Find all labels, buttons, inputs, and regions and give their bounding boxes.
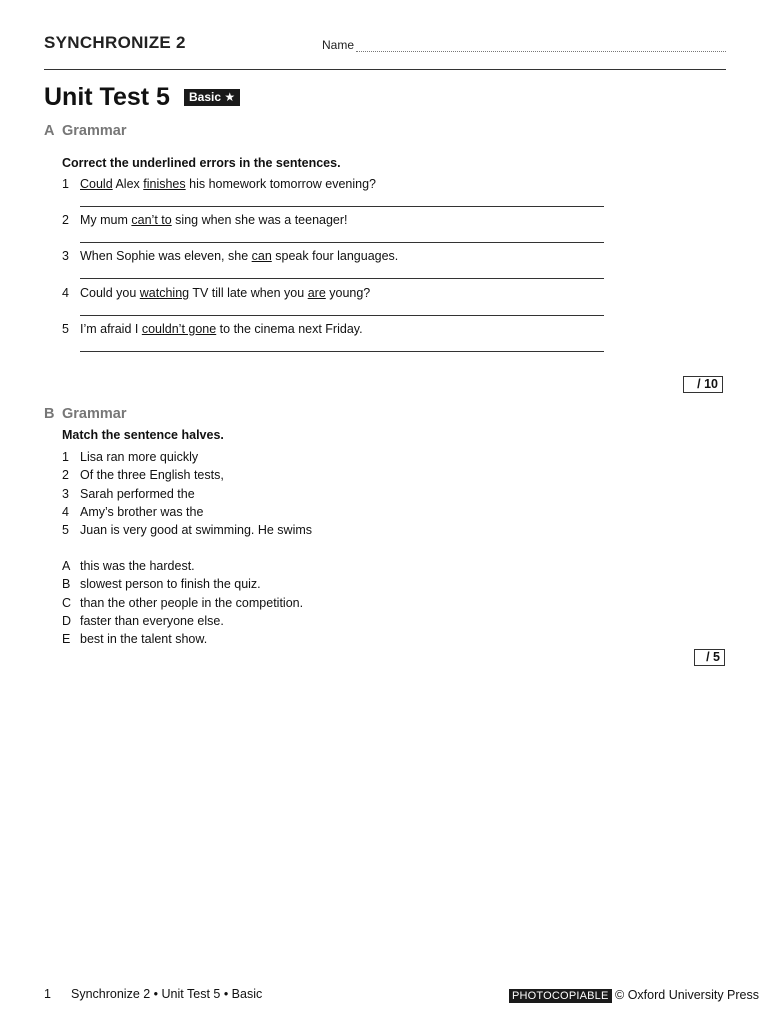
item-number: 3 — [62, 249, 69, 263]
sentence-first-half — [62, 523, 312, 537]
item-text: this was the hardest. — [80, 559, 195, 573]
level-badge: Basic ★ — [184, 89, 240, 106]
sentence-first-half — [62, 487, 195, 501]
underlined-error: are — [307, 286, 326, 300]
item-number: 1 — [62, 177, 69, 191]
sentence-text: TV till late when you — [189, 286, 308, 300]
item-text: faster than everyone else. — [80, 613, 224, 628]
section-a-item — [62, 213, 348, 227]
name-label: Name — [322, 38, 355, 52]
sentence-text: young? — [325, 286, 371, 300]
section-a-item — [62, 286, 370, 300]
footer-copyright-block — [509, 988, 759, 1002]
section-b-heading — [44, 406, 126, 422]
sentence-second-half — [62, 632, 207, 646]
page-title: Unit Test 5 — [44, 83, 170, 111]
underlined-error: can — [251, 249, 272, 263]
underlined-error: couldn’t gone — [141, 322, 217, 336]
item-text: Amy’s brother was the — [80, 504, 204, 519]
underlined-error: can’t to — [131, 213, 172, 227]
item-number: 3 — [62, 486, 69, 501]
answer-line[interactable] — [80, 351, 604, 352]
item-text: slowest person to finish the quiz. — [80, 577, 261, 592]
item-number: 1 — [62, 450, 69, 464]
section-a-score-box: / 10 — [683, 376, 723, 393]
item-text: best in the talent show. — [80, 632, 208, 647]
item-number: C — [62, 595, 72, 610]
section-a-title: Grammar — [62, 123, 127, 139]
item-text: Juan is very good at swimming. He swims — [80, 523, 313, 538]
answer-line[interactable] — [80, 242, 604, 243]
underlined-error: watching — [139, 286, 190, 300]
photocopiable-label: PHOTOCOPIABLE — [509, 989, 612, 1003]
sentence-text: My mum — [80, 213, 132, 227]
answer-line[interactable] — [80, 315, 604, 316]
section-a-item — [62, 249, 398, 263]
section-a-instruction: Correct the underlined errors in the sentences. — [62, 156, 341, 170]
section-b-letter: B — [44, 406, 55, 422]
item-text: Sarah performed the — [80, 486, 195, 501]
sentence-text: his homework tomorrow evening? — [185, 177, 377, 191]
sentence-text: to the cinema next Friday. — [216, 322, 363, 336]
sentence-text: Could you — [80, 286, 140, 300]
sentence-text: Alex — [112, 177, 144, 191]
section-a-item — [62, 322, 363, 336]
header-divider — [44, 69, 726, 70]
logo: SYNCHRONIZE 2 — [44, 33, 186, 52]
item-number: E — [62, 632, 71, 647]
answer-line[interactable] — [80, 206, 604, 207]
section-b-title: Grammar — [62, 406, 127, 422]
item-text: than the other people in the competition. — [80, 595, 304, 610]
sentence-text: When Sophie was eleven, she — [80, 249, 252, 263]
section-a-item — [62, 177, 376, 191]
sentence-second-half — [62, 596, 303, 610]
sentence-first-half — [62, 468, 224, 482]
sentence-first-half — [62, 450, 198, 464]
item-text: Lisa ran more quickly — [80, 450, 199, 464]
section-a-letter: A — [44, 123, 55, 139]
sentence-text: sing when she was a teenager! — [171, 213, 348, 227]
item-number: D — [62, 613, 72, 628]
section-b-score-box: / 5 — [694, 649, 725, 666]
sentence-second-half — [62, 559, 195, 573]
item-number: 2 — [62, 213, 69, 227]
footer-page-number: 1 — [44, 987, 51, 1001]
item-number: 4 — [62, 504, 69, 519]
name-field-line[interactable] — [356, 51, 726, 52]
copyright-text: © Oxford University Press — [615, 988, 759, 1002]
sentence-second-half — [62, 577, 261, 591]
item-number: B — [62, 577, 71, 592]
item-text: Of the three English tests, — [80, 468, 224, 483]
sentence-second-half — [62, 614, 224, 628]
sentence-text: speak four languages. — [271, 249, 399, 263]
sentence-first-half — [62, 505, 203, 519]
footer-title: Synchronize 2 • Unit Test 5 • Basic — [71, 987, 263, 1001]
section-a-heading — [44, 123, 126, 139]
underlined-error: finishes — [143, 177, 186, 191]
answer-line[interactable] — [80, 278, 604, 279]
underlined-error: Could — [80, 177, 113, 191]
sentence-text: I’m afraid I — [80, 322, 142, 336]
item-number: A — [62, 559, 71, 573]
item-number: 5 — [62, 523, 69, 538]
item-number: 5 — [62, 322, 69, 336]
item-number: 2 — [62, 468, 69, 483]
item-number: 4 — [62, 286, 69, 300]
section-b-instruction: Match the sentence halves. — [62, 428, 224, 442]
